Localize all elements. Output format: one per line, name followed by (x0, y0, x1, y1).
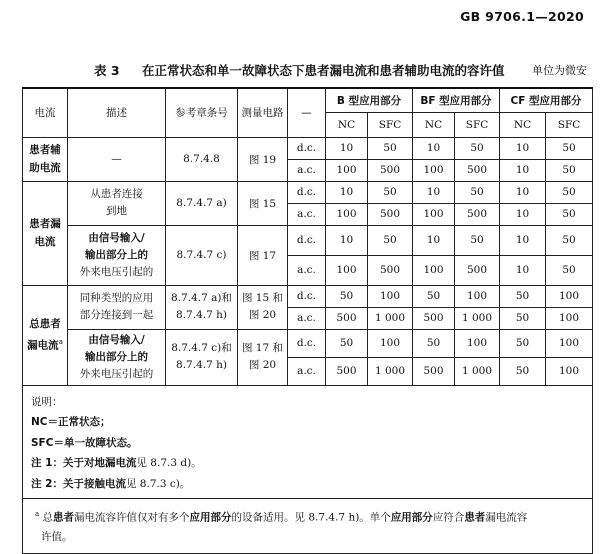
cell-type: d.c. (288, 181, 326, 203)
cell-value: 500 (413, 357, 455, 385)
col-b-nc: NC (326, 112, 368, 137)
cell-value: 100 (413, 203, 455, 225)
cell-desc: — (68, 137, 166, 181)
note-2: 注 2：关于接触电流见 8.7.3 c)。 (31, 477, 191, 490)
cell-value: 50 (368, 137, 413, 159)
col-cf-nc: NC (500, 112, 546, 137)
standard-number: GB 9706.1—2020 (460, 9, 584, 24)
cell-type: a.c. (288, 357, 326, 385)
cell-circuit: 图 17 和 图 20 (238, 329, 288, 385)
cell-clause: 8.7.4.7 a) (166, 181, 238, 225)
cell-desc: 从患者连接 到地 (68, 181, 166, 225)
table-row (23, 329, 593, 357)
note-nc: NC＝正常状态； (31, 416, 111, 428)
col-dash: — (288, 88, 326, 137)
cell-value: 500 (455, 255, 500, 285)
cell-value: 50 (546, 203, 593, 225)
col-description: 描述 (68, 88, 166, 137)
cell-clause: 8.7.4.8 (166, 137, 238, 181)
cell-value: 50 (546, 181, 593, 203)
cell-value: 1 000 (368, 357, 413, 385)
row-label-total: 总患者 漏电流$^a$ (23, 285, 68, 385)
cell-value: 100 (413, 255, 455, 285)
col-bf-sfc: SFC (455, 112, 500, 137)
cell-value: 500 (326, 357, 368, 385)
col-b-sfc: SFC (368, 112, 413, 137)
cell-type: d.c. (288, 329, 326, 357)
cell-value: 10 (500, 255, 546, 285)
col-current: 电流 (23, 88, 68, 137)
col-clause: 参考章条号 (166, 88, 238, 137)
leakage-current-table (22, 87, 593, 554)
col-bf-nc: NC (413, 112, 455, 137)
cell-value: 50 (455, 137, 500, 159)
cell-value: 50 (326, 329, 368, 357)
cell-value: 50 (546, 225, 593, 255)
cell-type: a.c. (288, 255, 326, 285)
cell-value: 100 (455, 285, 500, 307)
cell-clause: 8.7.4.7 a)和 8.7.4.7 h) (166, 285, 238, 329)
cell-type: a.c. (288, 307, 326, 329)
cell-value: 10 (413, 181, 455, 203)
cell-value: 500 (368, 159, 413, 181)
cell-value: 50 (546, 159, 593, 181)
cell-value: 500 (413, 307, 455, 329)
cell-circuit: 图 19 (238, 137, 288, 181)
row-label-aux: 患者辅助电流 (23, 137, 68, 181)
cell-value: 10 (413, 225, 455, 255)
cell-value: 50 (546, 137, 593, 159)
cell-value: 10 (326, 181, 368, 203)
cell-value: 100 (546, 307, 593, 329)
cell-value: 500 (455, 203, 500, 225)
cell-type: d.c. (288, 285, 326, 307)
table-title: 在正常状态和单一故障状态下患者漏电流和患者辅助电流的容许值 (142, 63, 505, 78)
cell-value: 100 (368, 329, 413, 357)
cell-value: 50 (500, 285, 546, 307)
notes (23, 385, 593, 499)
cell-value: 100 (455, 329, 500, 357)
cell-clause: 8.7.4.7 c) (166, 225, 238, 285)
cell-value: 100 (546, 329, 593, 357)
cell-value: 50 (500, 357, 546, 385)
note-sfc: SFC＝单一故障状态。 (31, 436, 138, 449)
cell-value: 500 (326, 307, 368, 329)
col-b-type: B 型应用部分 (326, 88, 413, 112)
footnote-row (23, 499, 593, 554)
cell-value: 10 (500, 137, 546, 159)
cell-value: 50 (368, 225, 413, 255)
cell-value: 1 000 (455, 357, 500, 385)
cell-circuit: 图 15 (238, 181, 288, 225)
cell-desc: 同种类型的应用 部分连接到一起 (68, 285, 166, 329)
cell-value: 50 (455, 225, 500, 255)
table-row (23, 285, 593, 307)
table-caption (36, 61, 591, 83)
cell-value: 50 (500, 307, 546, 329)
cell-value: 100 (368, 285, 413, 307)
cell-value: 10 (326, 225, 368, 255)
cell-value: 100 (326, 255, 368, 285)
table-row (23, 137, 593, 159)
cell-value: 1 000 (455, 307, 500, 329)
table-row (23, 181, 593, 203)
cell-value: 50 (500, 329, 546, 357)
table-number: 表 3 (94, 63, 120, 78)
cell-value: 50 (546, 255, 593, 285)
cell-value: 10 (413, 137, 455, 159)
cell-value: 10 (500, 181, 546, 203)
cell-value: 500 (368, 255, 413, 285)
cell-value: 100 (546, 357, 593, 385)
cell-value: 100 (326, 203, 368, 225)
cell-type: d.c. (288, 225, 326, 255)
cell-value: 50 (368, 181, 413, 203)
notes-heading: 说明： (31, 395, 63, 408)
cell-value: 100 (546, 285, 593, 307)
cell-clause: 8.7.4.7 c)和 8.7.4.7 h) (166, 329, 238, 385)
cell-type: a.c. (288, 203, 326, 225)
cell-value: 50 (326, 285, 368, 307)
col-circuit: 测量电路 (238, 88, 288, 137)
cell-type: d.c. (288, 137, 326, 159)
col-cf-sfc: SFC (546, 112, 593, 137)
cell-desc: 由信号输入/ 输出部分上的 外来电压引起的 (68, 225, 166, 285)
cell-value: 500 (455, 159, 500, 181)
cell-circuit: 图 15 和 图 20 (238, 285, 288, 329)
cell-value: 50 (413, 285, 455, 307)
cell-value: 10 (326, 137, 368, 159)
cell-value: 10 (500, 159, 546, 181)
cell-value: 1 000 (368, 307, 413, 329)
unit-label: 单位为微安 (532, 64, 587, 77)
table-row (23, 225, 593, 255)
cell-value: 100 (413, 159, 455, 181)
footnote: $^a$ 总患者漏电流容许值仅对有多个应用部分的设备适用。见 8.7.4.7 h)。单个应用部分应符合患者漏电流容 许值。 (23, 499, 593, 554)
cell-value: 100 (326, 159, 368, 181)
cell-value: 50 (455, 181, 500, 203)
cell-value: 10 (500, 225, 546, 255)
cell-value: 500 (368, 203, 413, 225)
cell-circuit: 图 17 (238, 225, 288, 285)
cell-value: 10 (500, 203, 546, 225)
cell-value: 50 (413, 329, 455, 357)
notes-row (23, 385, 593, 499)
note-1: 注 1：关于对地漏电流见 8.7.3 d)。 (31, 457, 202, 469)
row-label-leak: 患者漏电流 (23, 181, 68, 285)
cell-type: a.c. (288, 159, 326, 181)
col-cf-type: CF 型应用部分 (500, 88, 593, 112)
cell-desc: 由信号输入/ 输出部分上的 外来电压引起的 (68, 329, 166, 385)
col-bf-type: BF 型应用部分 (413, 88, 500, 112)
